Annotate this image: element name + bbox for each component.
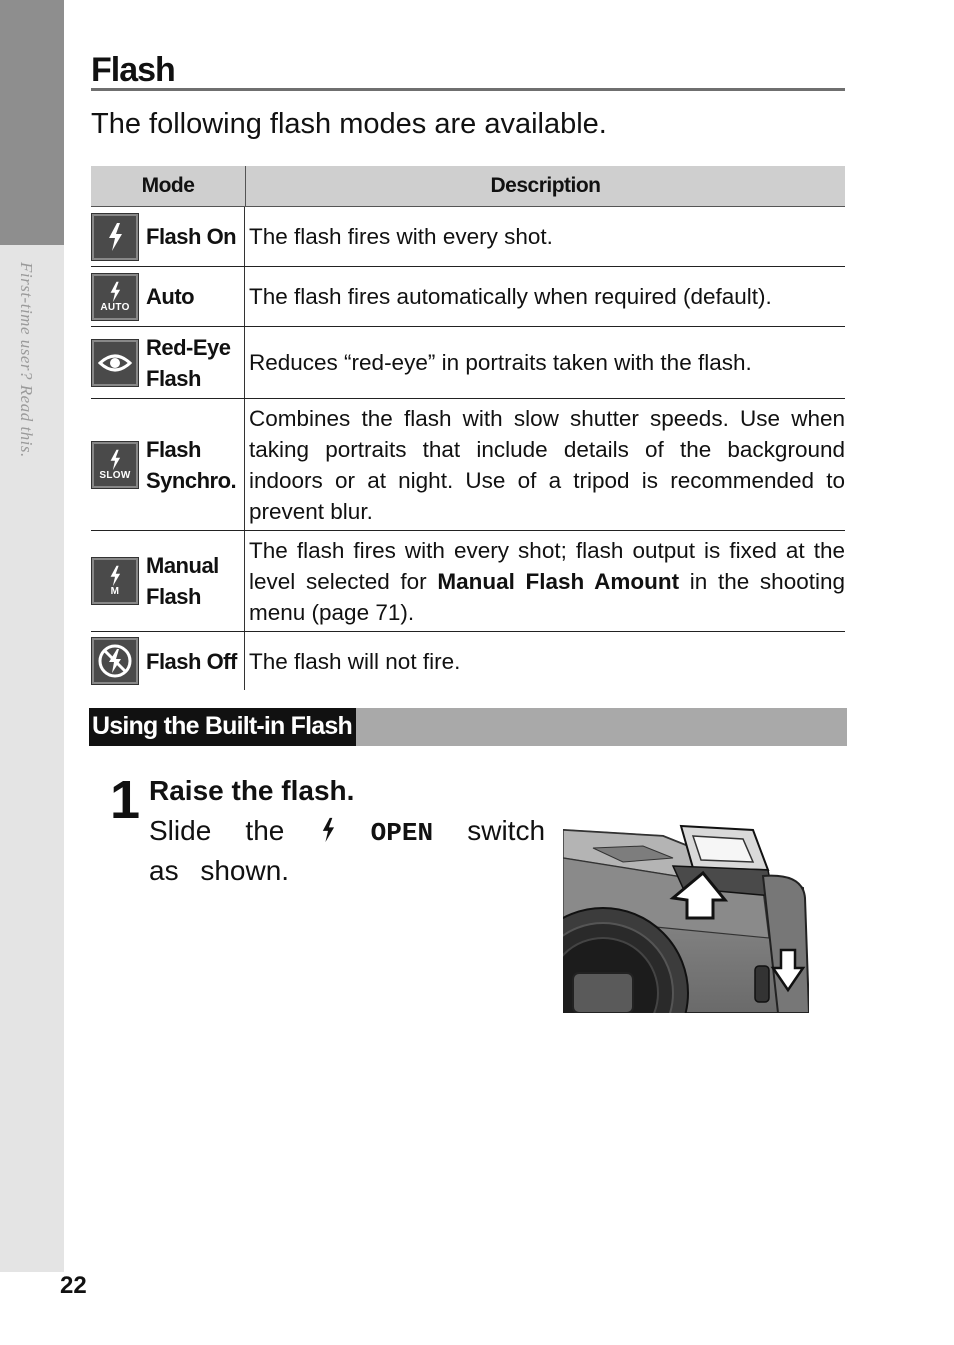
mode-description: Reduces “red-eye” in portraits taken with the flash. — [249, 350, 752, 375]
flash-off-icon — [92, 638, 138, 684]
mode-name: Flash On — [146, 224, 237, 249]
header-description: Description — [490, 174, 601, 197]
table-row — [91, 267, 845, 327]
table-row — [91, 531, 845, 632]
flash-manual-icon — [92, 558, 138, 604]
mode-name-line: Synchro. — [146, 467, 237, 493]
table-row — [91, 207, 845, 267]
mode-description: The flash will not fire. — [249, 648, 461, 674]
icon-label: M — [110, 586, 120, 597]
icon-label: SLOW — [99, 469, 131, 481]
mode-name: Flash Off — [146, 648, 237, 674]
mode-description: Combines the flash with slow shutter speeds. Use when taking portraits that include details of the background indoors or at night. Use of a tripod is recommended to prevent blur. — [249, 405, 845, 524]
page-title: Flash — [91, 52, 845, 91]
step-heading: Raise the flash. — [149, 775, 355, 806]
section-title: Using the Built-in Flash — [89, 708, 356, 746]
table-row — [91, 632, 845, 690]
flash-slow-icon — [92, 442, 138, 488]
mode-name-line: Red-Eye — [146, 334, 231, 360]
mode-name: Auto — [146, 284, 195, 309]
page-number: 22 — [60, 1272, 87, 1299]
table-row — [91, 327, 845, 399]
mode-description: The flash fires with every shot. — [249, 224, 553, 249]
side-tab-label: First-time user? Read this. — [17, 262, 36, 458]
mode-description: The flash fires with every shot; flash output is fixed at the level selected for Manual Flash Amount in the shooting menu (page 71). — [249, 537, 845, 625]
table-header — [91, 166, 845, 207]
flash-icon — [319, 817, 337, 843]
flash-on-icon — [92, 214, 138, 260]
step-instructions: Slide the OPEN switch as shown. — [149, 815, 546, 886]
mode-name-line: Flash — [146, 365, 201, 391]
mode-name-line: Flash — [146, 436, 201, 462]
step-number: 1 — [110, 770, 139, 830]
mode-name-line: Flash — [146, 584, 201, 609]
flash-modes-table — [91, 166, 845, 690]
section-header — [89, 708, 847, 746]
icon-label: AUTO — [100, 301, 130, 313]
mode-name-line: Manual — [146, 553, 219, 578]
intro-text: The following flash modes are available. — [91, 108, 607, 140]
flash-auto-icon — [92, 274, 138, 320]
mode-description: The flash fires automatically when required (default). — [249, 284, 772, 309]
header-mode: Mode — [91, 166, 246, 206]
menu-item-reference: Manual Flash Amount — [437, 568, 680, 594]
open-switch-label: OPEN — [370, 818, 434, 848]
table-row — [91, 399, 845, 531]
red-eye-icon — [92, 340, 138, 386]
side-tab-marker — [0, 0, 64, 245]
camera-illustration — [563, 818, 809, 1013]
